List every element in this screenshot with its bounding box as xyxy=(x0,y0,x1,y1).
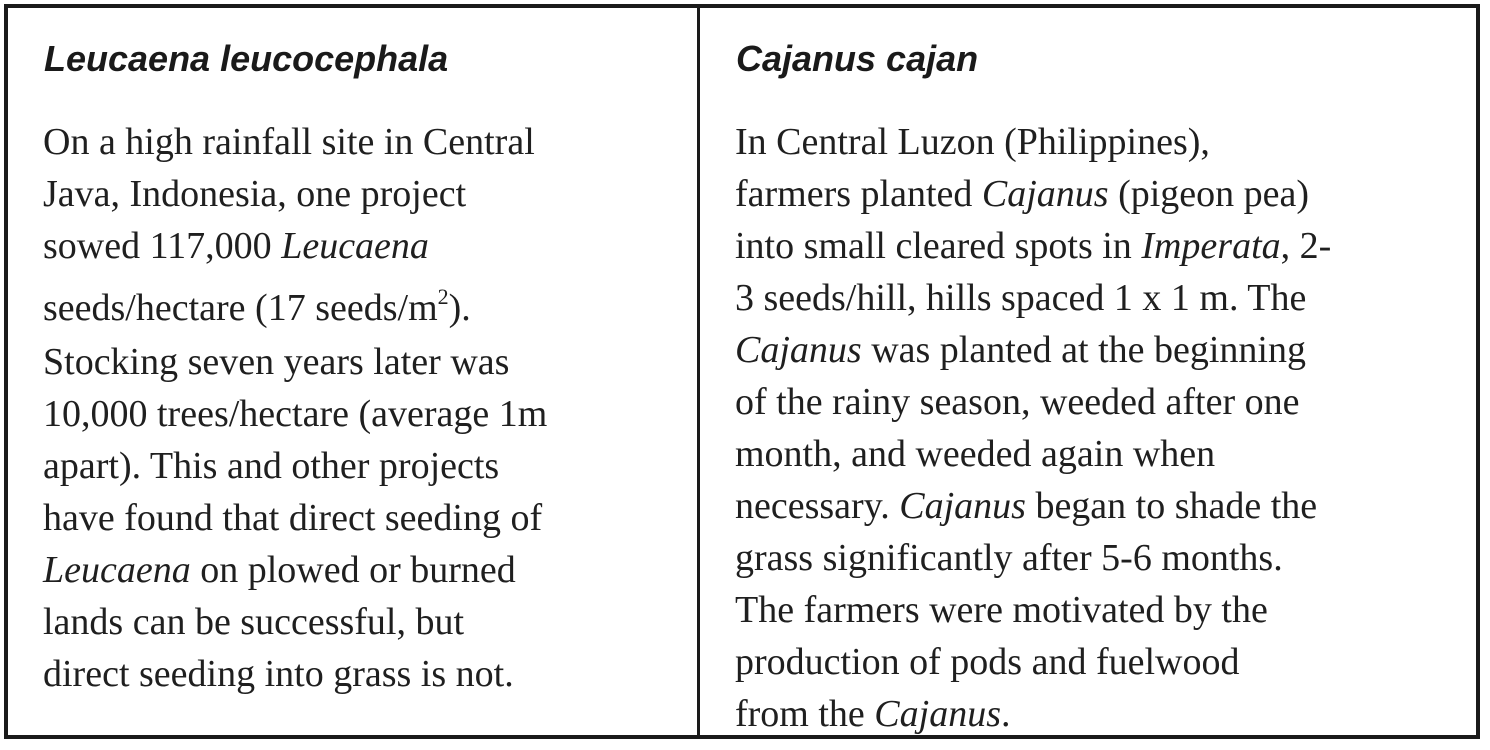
right-text-run: In Central Luzon (Philippines), xyxy=(735,121,1210,163)
right-text-run: Cajanus xyxy=(981,173,1109,215)
left-text-run: apart). This and other projects xyxy=(43,445,500,487)
left-line xyxy=(43,286,471,330)
left-column xyxy=(8,8,700,735)
left-line xyxy=(43,548,516,592)
right-text-run: began to shade the xyxy=(1025,485,1318,527)
right-text-run: Imperata xyxy=(1141,225,1281,267)
left-text-run: On a high rainfall site in Central xyxy=(43,121,535,163)
left-text-run: Leucaena xyxy=(281,225,429,267)
right-text-run: 3 seeds/hill, hills spaced 1 x 1 m. The xyxy=(735,277,1307,319)
left-text-run: have found that direct seeding of xyxy=(43,497,543,539)
right-text-run: necessary. xyxy=(735,485,900,527)
left-text-run: 10,000 trees/hectare (average 1m xyxy=(43,393,548,435)
right-text-run: of the rainy season, weeded after one xyxy=(735,381,1300,423)
left-text-run: 2 xyxy=(437,284,449,309)
right-line xyxy=(735,120,1210,164)
left-text-run: ). xyxy=(448,287,471,329)
right-line xyxy=(735,640,1239,684)
right-text-run: from the xyxy=(735,693,875,735)
right-line xyxy=(735,588,1268,632)
left-line xyxy=(43,224,429,268)
right-text-run: grass significantly after 5-6 months. xyxy=(735,537,1283,579)
right-line xyxy=(735,536,1283,580)
right-text-run: (pigeon pea) xyxy=(1108,173,1310,215)
left-text-run: Stocking seven years later was xyxy=(43,341,510,383)
left-line xyxy=(43,392,547,436)
right-line xyxy=(735,692,1011,736)
right-text-run: . xyxy=(1001,693,1011,735)
left-line xyxy=(43,444,499,488)
right-text-run: into small cleared spots in xyxy=(735,225,1142,267)
right-line xyxy=(735,172,1309,216)
right-line xyxy=(735,432,1215,476)
left-line xyxy=(43,172,466,216)
right-text-run: Cajanus xyxy=(874,693,1001,735)
right-text-run: Cajanus xyxy=(735,329,862,371)
right-text-run: was planted at the beginning xyxy=(861,329,1306,371)
left-line xyxy=(43,496,542,540)
left-line xyxy=(43,600,464,644)
right-text-run: Cajanus xyxy=(899,485,1026,527)
right-text-run: farmers planted xyxy=(735,173,982,215)
right-line xyxy=(735,484,1317,528)
right-line xyxy=(735,380,1299,424)
left-text-run: Java, Indonesia, one project xyxy=(43,173,467,215)
left-text-run: Leucaena xyxy=(43,549,191,591)
right-heading: Cajanus cajan xyxy=(736,38,979,79)
left-heading: Leucaena leucocephala xyxy=(44,38,449,79)
right-line xyxy=(735,328,1306,372)
left-line xyxy=(43,652,514,696)
left-text-run: lands can be successful, but xyxy=(43,601,465,643)
left-text-run: seeds/hectare (17 seeds/m xyxy=(43,287,438,329)
right-text-run: The farmers were motivated by the xyxy=(735,589,1268,631)
right-line xyxy=(735,276,1306,320)
right-line xyxy=(735,224,1331,268)
right-text-run: , 2- xyxy=(1280,225,1332,267)
left-text-run: sowed 117,000 xyxy=(43,225,282,267)
left-text-run: on plowed or burned xyxy=(190,549,516,591)
right-text-run: production of pods and fuelwood xyxy=(735,641,1240,683)
right-text-run: month, and weeded again when xyxy=(735,433,1216,475)
left-line xyxy=(43,120,535,164)
comparison-table xyxy=(4,4,1480,739)
left-line xyxy=(43,340,509,384)
right-column xyxy=(700,8,1476,735)
left-text-run: direct seeding into grass is not. xyxy=(43,653,514,695)
